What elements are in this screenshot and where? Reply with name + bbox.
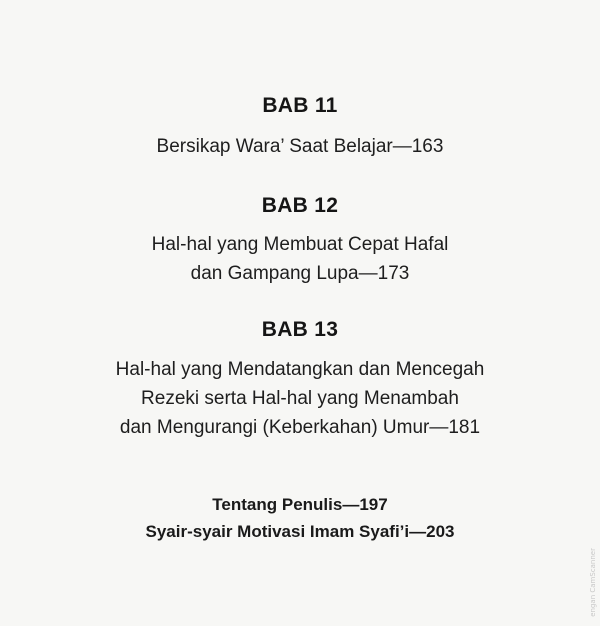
chapter-13-heading: BAB 13: [261, 318, 339, 341]
chapter-13-title-line-1: Hal-hal yang Mendatangkan dan Mencegah: [115, 359, 485, 380]
about-author-entry: Tentang Penulis—197: [212, 495, 388, 514]
chapter-12-title-line-2: dan Gampang Lupa—173: [190, 263, 410, 284]
chapter-12-title-line-1: Hal-hal yang Membuat Cepat Hafal: [151, 234, 449, 255]
chapter-13-title-line-3: dan Mengurangi (Keberkahan) Umur—181: [119, 417, 481, 438]
chapter-11-title-line-1: Bersikap Wara’ Saat Belajar—163: [156, 136, 444, 157]
chapter-12-title: [0, 230, 600, 288]
chapter-12-heading: BAB 12: [261, 194, 339, 217]
chapter-11-title: [0, 132, 600, 161]
chapter-11-heading: BAB 11: [262, 94, 338, 117]
chapter-13-title-line-2: Rezeki serta Hal-hal yang Menambah: [141, 388, 459, 409]
scanner-watermark: engan CamScanner: [589, 548, 597, 617]
chapter-13-title: [0, 355, 600, 442]
motivational-poems-entry: Syair-syair Motivasi Imam Syafi’i—203: [145, 522, 455, 541]
